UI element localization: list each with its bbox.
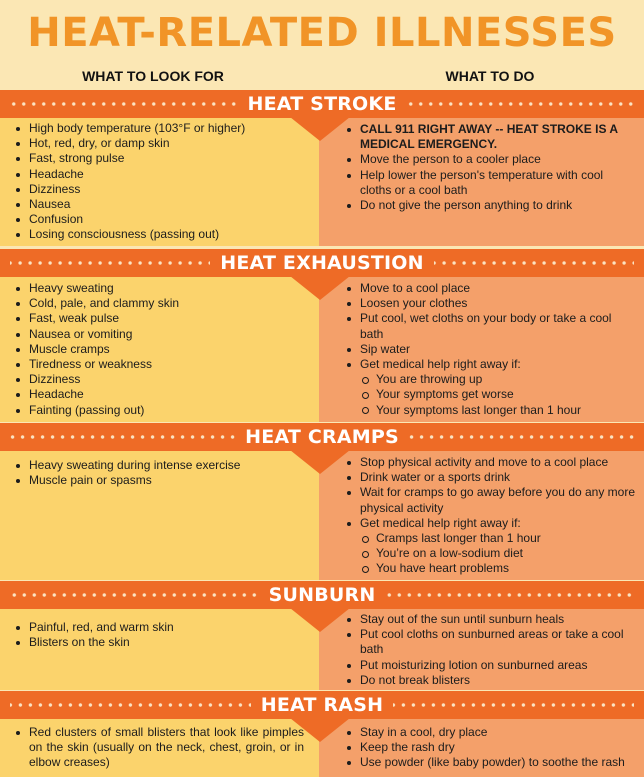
dotted-divider [434,260,634,266]
what-to-do-list [345,281,637,418]
what-to-do-panel [319,450,644,580]
list-item: Move the person to a cooler place [345,152,637,167]
what-to-do-panel [319,608,644,690]
list-item: Put cool cloths on sunburned areas or take a cool bath [345,627,637,657]
dotted-divider [10,702,251,708]
what-to-do-list [345,612,637,688]
look-for-panel [0,718,319,777]
sub-list [360,531,637,577]
list-item: Muscle pain or spasms [14,473,304,488]
sub-list [360,372,637,418]
emergency-item: CALL 911 RIGHT AWAY -- HEAT STROKE IS A MEDICAL EMERGENCY. [345,122,637,152]
what-to-do-list [345,725,637,771]
list-item: Sip water [345,342,637,357]
list-item: Cold, pale, and clammy skin [14,296,304,311]
look-for-panel [0,276,319,422]
list-item: Confusion [14,212,304,227]
section-header-heat-cramps [0,423,644,451]
list-item: Put cool, wet cloths on your body or take a cool bath [345,311,637,341]
section-header-sunburn [0,581,644,609]
section-title: HEAT EXHAUSTION [220,252,424,274]
list-item: Tiredness or weakness [14,357,304,372]
arrow-notch [290,276,350,300]
what-to-do-list [345,122,637,213]
what-to-do-panel [319,718,644,777]
dotted-divider [407,101,635,107]
what-to-do-panel [319,276,644,422]
section-header-heat-exhaustion [0,249,644,277]
list-item: Stay in a cool, dry place [345,725,637,740]
list-item: Muscle cramps [14,342,304,357]
list-item: Heavy sweating during intense exercise [14,458,304,473]
list-item [345,516,637,577]
list-item: Fast, strong pulse [14,151,304,166]
page-title: HEAT-RELATED ILLNESSES [27,10,617,56]
list-item: Wait for cramps to go away before you do any more physical activity [345,485,637,515]
list-item: Painful, red, and warm skin [14,620,304,635]
list-item: Stay out of the sun until sunburn heals [345,612,637,627]
list-item: Do not give the person anything to drink [345,198,637,213]
column-header-look-for: WHAT TO LOOK FOR [82,68,224,84]
section-header-heat-stroke [0,90,644,118]
list-item: Dizziness [14,182,304,197]
list-item-label: Get medical help right away if: [360,357,521,372]
list-item: Fast, weak pulse [14,311,304,326]
look-for-panel [0,608,319,690]
list-item: Headache [14,167,304,182]
dotted-divider [393,702,634,708]
sub-list-item: You are throwing up [360,372,637,387]
list-item: Loosen your clothes [345,296,637,311]
list-item: Do not break blisters [345,673,637,688]
column-header-what-to-do: WHAT TO DO [445,68,535,84]
section-title: SUNBURN [268,584,376,606]
list-item: Hot, red, dry, or damp skin [14,136,304,151]
section-title: HEAT RASH [260,694,384,716]
list-item [345,357,637,418]
list-item: Nausea or vomiting [14,327,304,342]
what-to-do-list [345,455,637,577]
section-title: HEAT STROKE [247,93,397,115]
list-item: Heavy sweating [14,281,304,296]
dotted-divider [10,260,210,266]
section-title: HEAT CRAMPS [245,426,399,448]
arrow-notch [290,450,350,474]
look-for-list [14,725,304,771]
list-item: Stop physical activity and move to a cool place [345,455,637,470]
list-item: Put moisturizing lotion on sunburned areas [345,658,637,673]
list-item: Losing consciousness (passing out) [14,227,304,242]
arrow-notch [290,117,350,141]
sub-list-item: Your symptoms last longer than 1 hour [360,403,637,418]
list-item: Help lower the person's temperature with cool cloths or a cool bath [345,168,637,198]
list-item: Use powder (like baby powder) to soothe the rash [345,755,637,770]
look-for-list [14,121,304,243]
dotted-divider [409,434,634,440]
look-for-panel [0,116,319,246]
sub-list-item: Cramps last longer than 1 hour [360,531,637,546]
sub-list-item: You have heart problems [360,561,637,576]
list-item: Blisters on the skin [14,635,304,650]
dotted-divider [10,592,259,598]
dotted-divider [385,592,634,598]
list-item: Drink water or a sports drink [345,470,637,485]
look-for-list [14,281,304,418]
arrow-notch [290,608,350,632]
list-item: Fainting (passing out) [14,403,304,418]
list-item-label: Get medical help right away if: [360,515,521,530]
look-for-list [14,620,304,650]
arrow-notch [290,718,350,742]
list-item: Red clusters of small blisters that look like pimples on the skin (usually on the neck, chest, groin, or in elbow creases) [14,725,304,771]
dotted-divider [10,434,235,440]
section-header-heat-rash [0,691,644,719]
sub-list-item: You’re on a low-sodium diet [360,546,637,561]
list-item: High body temperature (103°F or higher) [14,121,304,136]
look-for-panel [0,450,319,580]
list-item: Keep the rash dry [345,740,637,755]
list-item: Move to a cool place [345,281,637,296]
list-item: Dizziness [14,372,304,387]
dotted-divider [10,101,238,107]
list-item: Nausea [14,197,304,212]
look-for-list [14,458,304,488]
what-to-do-panel [319,116,644,246]
sub-list-item: Your symptoms get worse [360,387,637,402]
list-item: Headache [14,387,304,402]
